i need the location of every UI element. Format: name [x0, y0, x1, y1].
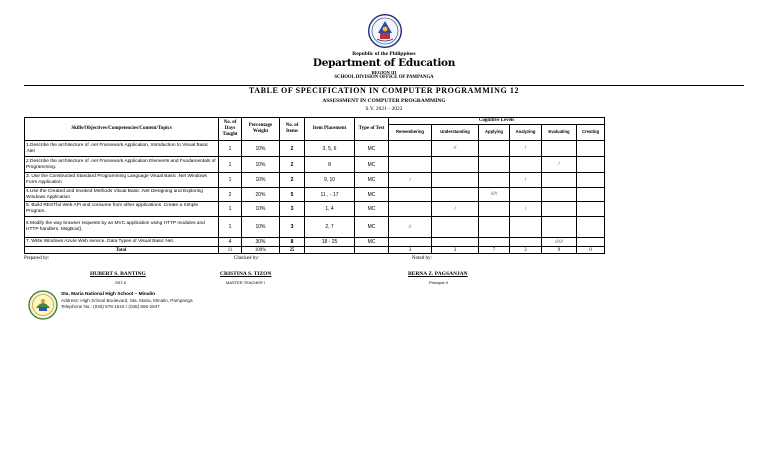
total-row — [25, 247, 605, 254]
level-header: Creating — [577, 125, 605, 141]
level-cell: ////// — [542, 238, 577, 247]
table-row — [25, 173, 605, 188]
total-level: 7 — [479, 247, 510, 254]
republic-label: Republic of the Philippines — [352, 51, 416, 57]
level-cell — [510, 238, 542, 247]
table-row — [25, 188, 605, 202]
preparer-position: SST-II — [115, 280, 127, 285]
level-cell — [389, 141, 432, 157]
checked-by-label: Checked by: — [234, 256, 260, 261]
school-seal-logo — [28, 290, 58, 320]
level-cell: / — [542, 157, 577, 173]
division-label: SCHOOL DIVISION OFFICE OF PAMPANGA — [334, 75, 434, 80]
weight-cell: 10% — [242, 173, 280, 188]
level-cell — [577, 238, 605, 247]
days-cell: 1 — [219, 217, 242, 238]
level-header: Applying — [479, 125, 510, 141]
skill-cell: 1.Describe the architecture of .net Framework Application, Introduction to Visual Basic .Net — [25, 141, 219, 157]
level-cell — [389, 157, 432, 173]
noted-by-label: Noted by: — [412, 256, 432, 261]
days-cell: 2 — [219, 188, 242, 202]
level-cell — [389, 188, 432, 202]
level-cell: ///// — [479, 188, 510, 202]
level-cell — [479, 141, 510, 157]
level-cell — [389, 202, 432, 217]
level-cell — [542, 173, 577, 188]
table-row — [25, 202, 605, 217]
placement-cell: 8 — [305, 157, 355, 173]
weight-cell: 10% — [242, 217, 280, 238]
level-cell — [510, 157, 542, 173]
placement-cell: 3, 5, 6 — [305, 141, 355, 157]
level-cell — [432, 173, 479, 188]
level-cell — [577, 157, 605, 173]
checker-position: MASTER TEACHER I — [226, 280, 266, 285]
skills-header: Skills/Objectives/Competencies/Content/Topics — [25, 118, 219, 141]
level-cell — [542, 202, 577, 217]
weight-cell: 20% — [242, 188, 280, 202]
skill-cell: 4.Use the Created and Invoked Methods Visual Basic .Net Designing and Exploring Windows Application — [25, 188, 219, 202]
placement-cell: 11 , - 17 — [305, 188, 355, 202]
type-cell: MC — [355, 157, 389, 173]
total-days: 11 — [219, 247, 242, 254]
deped-seal-logo — [368, 14, 402, 48]
level-cell — [432, 157, 479, 173]
noter-name: BERNA Z. PAGSANJAN — [408, 271, 468, 277]
items-cell: 3 — [280, 202, 305, 217]
weight-cell: 10% — [242, 202, 280, 217]
placement-cell: 9, 10 — [305, 173, 355, 188]
level-cell — [577, 188, 605, 202]
preparer-name: HUBERT S. BANTING — [90, 271, 146, 277]
level-cell: / — [510, 141, 542, 157]
level-cell — [479, 173, 510, 188]
type-cell: MC — [355, 173, 389, 188]
items-cell: 5 — [280, 188, 305, 202]
weight-cell: 30% — [242, 238, 280, 247]
type-cell: MC — [355, 188, 389, 202]
level-header: Remembering — [389, 125, 432, 141]
level-header: Analyzing — [510, 125, 542, 141]
type-cell: MC — [355, 238, 389, 247]
level-cell — [577, 202, 605, 217]
total-placement — [305, 247, 355, 254]
items-header: No. of Items — [280, 118, 305, 141]
days-cell: 4 — [219, 238, 242, 247]
level-cell — [389, 238, 432, 247]
level-cell — [542, 217, 577, 238]
total-level: 3 — [510, 247, 542, 254]
skill-cell: 7. Write Windows Azure Web service. Data Types of Visual Basic Net. — [25, 238, 219, 247]
level-cell: / — [510, 202, 542, 217]
school-address: Address: High School Boulevard, Sta. Maria, Minalin, Pampanga — [61, 298, 193, 303]
total-level: 0 — [577, 247, 605, 254]
placement-cell: 18 - 25 — [305, 238, 355, 247]
total-level: 3 — [432, 247, 479, 254]
level-cell — [577, 141, 605, 157]
table-row — [25, 217, 605, 238]
level-cell — [577, 173, 605, 188]
level-cell: / — [389, 173, 432, 188]
type-cell: MC — [355, 141, 389, 157]
level-cell — [542, 141, 577, 157]
type-cell: MC — [355, 217, 389, 238]
days-cell: 1 — [219, 157, 242, 173]
document-subtitle: ASSESSMENT IN COMPUTER PROGRAMMING — [322, 98, 446, 104]
days-cell: 1 — [219, 141, 242, 157]
level-cell — [479, 238, 510, 247]
noter-position: Principal II — [429, 280, 448, 285]
items-cell: 2 — [280, 141, 305, 157]
document-title: TABLE OF SPECIFICATION IN COMPUTER PROGRAMMING 12 — [248, 86, 520, 95]
skill-cell: 6.Modify the way browser requests by an MVC application using HTTP modules and HTTP handlers. MsgBox(). — [25, 217, 219, 238]
days-cell: 1 — [219, 202, 242, 217]
level-cell — [479, 217, 510, 238]
type-header: Type of Test — [355, 118, 389, 141]
items-cell: 2 — [280, 173, 305, 188]
level-cell — [432, 217, 479, 238]
table-row — [25, 238, 605, 247]
total-items: 25 — [280, 247, 305, 254]
weight-cell: 10% — [242, 157, 280, 173]
skill-cell: 2.Describe the architecture of .net Framework Application Elements and Fundamentals of Programming. — [25, 157, 219, 173]
level-cell — [479, 202, 510, 217]
type-cell: MC — [355, 202, 389, 217]
level-cell — [432, 188, 479, 202]
school-year: S.Y. 2021 - 2022 — [365, 106, 403, 112]
items-cell: 3 — [280, 217, 305, 238]
total-level: 9 — [542, 247, 577, 254]
region-label: REGION III — [371, 70, 397, 75]
weight-cell: 10% — [242, 141, 280, 157]
level-cell — [577, 217, 605, 238]
prepared-by-label: Prepared by: — [24, 256, 50, 261]
total-weight: 100% — [242, 247, 280, 254]
checker-name: CRISTINA S. TIZON — [220, 271, 272, 277]
items-cell: 2 — [280, 157, 305, 173]
department-name: Department of Education — [312, 57, 456, 69]
weight-header: Percentage Weight — [242, 118, 280, 141]
level-cell — [510, 217, 542, 238]
level-cell: // — [432, 141, 479, 157]
total-level: 3 — [389, 247, 432, 254]
level-cell — [432, 238, 479, 247]
table-row — [25, 141, 605, 157]
specification-table — [24, 117, 605, 254]
level-header: Evaluating — [542, 125, 577, 141]
school-name: Sta. Maria National High School – Minalin — [61, 292, 156, 297]
total-label: Total — [25, 247, 219, 254]
level-cell: / — [510, 173, 542, 188]
total-type — [355, 247, 389, 254]
days-cell: 1 — [219, 173, 242, 188]
days-header: No. of Days Taught — [219, 118, 242, 141]
items-cell: 8 — [280, 238, 305, 247]
level-cell — [542, 188, 577, 202]
skill-cell: 5. Build RESTful Web API and consume from other applications .Create a Simple Program. — [25, 202, 219, 217]
level-header: Understanding — [432, 125, 479, 141]
placement-header: Item Placement — [305, 118, 355, 141]
placement-cell: 1, 4 — [305, 202, 355, 217]
level-cell: / — [432, 202, 479, 217]
skill-cell: 3. Use the Constructed Standard Programming Language Visual Basic .Net Windows Form Application — [25, 173, 219, 188]
level-cell — [479, 157, 510, 173]
school-telephone: Telephone No.: (045) 878-1516 / (045) 865-2847 — [61, 304, 160, 309]
placement-cell: 2, 7 — [305, 217, 355, 238]
cognitive-levels-header: Cognitive Levels — [389, 118, 605, 125]
table-row — [25, 157, 605, 173]
level-cell — [510, 188, 542, 202]
level-cell: // — [389, 217, 432, 238]
